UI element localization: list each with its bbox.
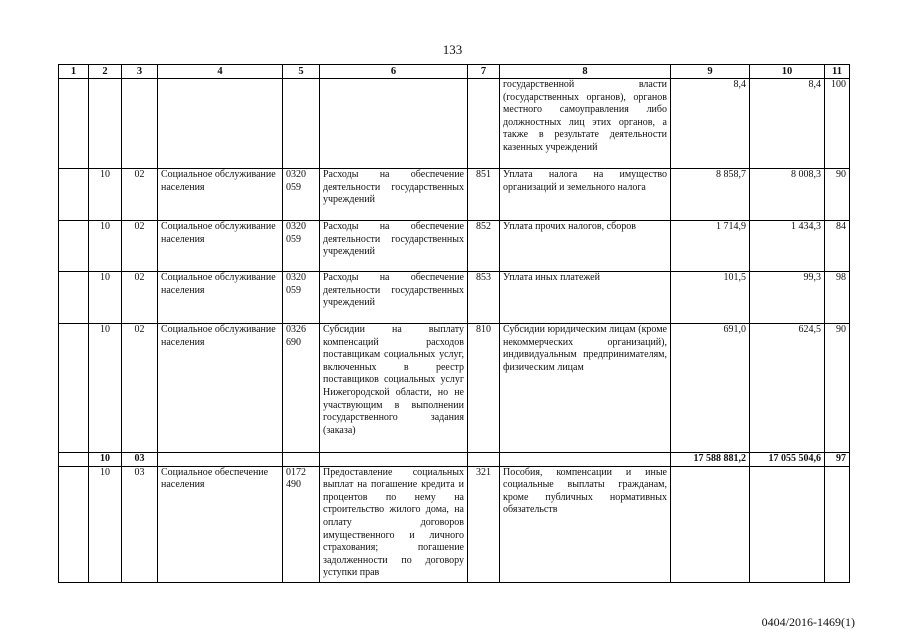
cell-col-8: Уплата прочих налогов, сборов [500, 221, 671, 272]
cell-col-10: 17 055 504,6 [750, 453, 825, 467]
table-row [59, 169, 850, 221]
cell-col-8: государственной власти (государственных органов), органов местного самоуправления либо должностных лиц этих органов, а также в результате деятельности казенных учреждений [500, 79, 671, 169]
cell-col-1 [59, 79, 89, 169]
cell-col-9: 1 714,9 [671, 221, 750, 272]
cell-col-7: 851 [468, 169, 500, 221]
cell-col-5 [283, 79, 320, 169]
cell-col-1 [59, 453, 89, 467]
cell-col-2: 10 [89, 324, 122, 453]
cell-col-10: 624,5 [750, 324, 825, 453]
cell-col-11 [825, 466, 850, 582]
cell-col-6 [320, 79, 468, 169]
col-header-8: 8 [500, 65, 671, 79]
cell-col-3: 03 [122, 453, 158, 467]
cell-col-4: Социальное обеспечение населения [158, 466, 283, 582]
cell-col-2: 10 [89, 221, 122, 272]
col-header-7: 7 [468, 65, 500, 79]
col-header-11: 11 [825, 65, 850, 79]
budget-table [58, 64, 850, 583]
cell-col-6: Расходы на обеспечение деятельности государственных учреждений [320, 169, 468, 221]
document-code: 0404/2016-1469(1) [761, 615, 855, 629]
cell-col-7: 853 [468, 272, 500, 324]
cell-col-5: 0320 059 [283, 221, 320, 272]
cell-col-9 [671, 466, 750, 582]
table-row [59, 324, 850, 453]
cell-col-3: 02 [122, 169, 158, 221]
cell-col-10: 1 434,3 [750, 221, 825, 272]
col-header-4: 4 [158, 65, 283, 79]
cell-col-6 [320, 453, 468, 467]
cell-col-3: 02 [122, 324, 158, 453]
cell-col-6: Расходы на обеспечение деятельности государственных учреждений [320, 221, 468, 272]
cell-col-4: Социальное обслуживание населения [158, 324, 283, 453]
cell-col-8: Субсидии юридическим лицам (кроме некоммерческих организаций), индивидуальным предпринимателям, физическим лицам [500, 324, 671, 453]
cell-col-10: 8 008,3 [750, 169, 825, 221]
table-row [59, 453, 850, 467]
table-row [59, 79, 850, 169]
cell-col-7: 321 [468, 466, 500, 582]
cell-col-8 [500, 453, 671, 467]
cell-col-6: Предоставление социальных выплат на погашение кредита и процентов по нему на строительство жилого дома, на оплату договоров имущественного и личного страхования; погашение задолженности по договору уступки прав [320, 466, 468, 582]
cell-col-6: Расходы на обеспечение деятельности государственных учреждений [320, 272, 468, 324]
cell-col-9: 101,5 [671, 272, 750, 324]
cell-col-11: 98 [825, 272, 850, 324]
cell-col-4: Социальное обслуживание населения [158, 169, 283, 221]
cell-col-1 [59, 169, 89, 221]
cell-col-7 [468, 79, 500, 169]
cell-col-9: 691,0 [671, 324, 750, 453]
cell-col-3 [122, 79, 158, 169]
cell-col-11: 90 [825, 169, 850, 221]
cell-col-8: Уплата налога на имущество организаций и земельного налога [500, 169, 671, 221]
cell-col-1 [59, 272, 89, 324]
header-row [59, 65, 850, 79]
col-header-9: 9 [671, 65, 750, 79]
cell-col-10 [750, 466, 825, 582]
cell-col-5: 0320 059 [283, 169, 320, 221]
table-row [59, 466, 850, 582]
cell-col-3: 02 [122, 272, 158, 324]
col-header-10: 10 [750, 65, 825, 79]
cell-col-4: Социальное обслуживание населения [158, 221, 283, 272]
cell-col-2: 10 [89, 453, 122, 467]
table-row [59, 221, 850, 272]
col-header-2: 2 [89, 65, 122, 79]
col-header-3: 3 [122, 65, 158, 79]
cell-col-2 [89, 79, 122, 169]
cell-col-7: 852 [468, 221, 500, 272]
cell-col-7: 810 [468, 324, 500, 453]
cell-col-11: 97 [825, 453, 850, 467]
cell-col-5 [283, 453, 320, 467]
cell-col-11: 90 [825, 324, 850, 453]
cell-col-8: Уплата иных платежей [500, 272, 671, 324]
cell-col-3: 03 [122, 466, 158, 582]
cell-col-5: 0320 059 [283, 272, 320, 324]
cell-col-2: 10 [89, 169, 122, 221]
cell-col-2: 10 [89, 466, 122, 582]
cell-col-9: 8,4 [671, 79, 750, 169]
cell-col-1 [59, 324, 89, 453]
cell-col-11: 84 [825, 221, 850, 272]
cell-col-4: Социальное обслуживание населения [158, 272, 283, 324]
col-header-6: 6 [320, 65, 468, 79]
cell-col-9: 17 588 881,2 [671, 453, 750, 467]
col-header-5: 5 [283, 65, 320, 79]
cell-col-6: Субсидии на выплату компенсаций расходов поставщикам социальных услуг, включенных в реестр поставщиков социальных услуг Нижегородской области, но не участвующим в выполнении государственного задания (заказа) [320, 324, 468, 453]
cell-col-1 [59, 466, 89, 582]
cell-col-2: 10 [89, 272, 122, 324]
cell-col-10: 8,4 [750, 79, 825, 169]
cell-col-1 [59, 221, 89, 272]
cell-col-5: 0326 690 [283, 324, 320, 453]
page-number: 133 [442, 42, 463, 57]
cell-col-11: 100 [825, 79, 850, 169]
cell-col-9: 8 858,7 [671, 169, 750, 221]
cell-col-7 [468, 453, 500, 467]
cell-col-10: 99,3 [750, 272, 825, 324]
cell-col-8: Пособия, компенсации и иные социальные выплаты гражданам, кроме публичных нормативных обязательств [500, 466, 671, 582]
cell-col-4 [158, 453, 283, 467]
cell-col-3: 02 [122, 221, 158, 272]
cell-col-4 [158, 79, 283, 169]
col-header-1: 1 [59, 65, 89, 79]
cell-col-5: 0172 490 [283, 466, 320, 582]
table-row [59, 272, 850, 324]
